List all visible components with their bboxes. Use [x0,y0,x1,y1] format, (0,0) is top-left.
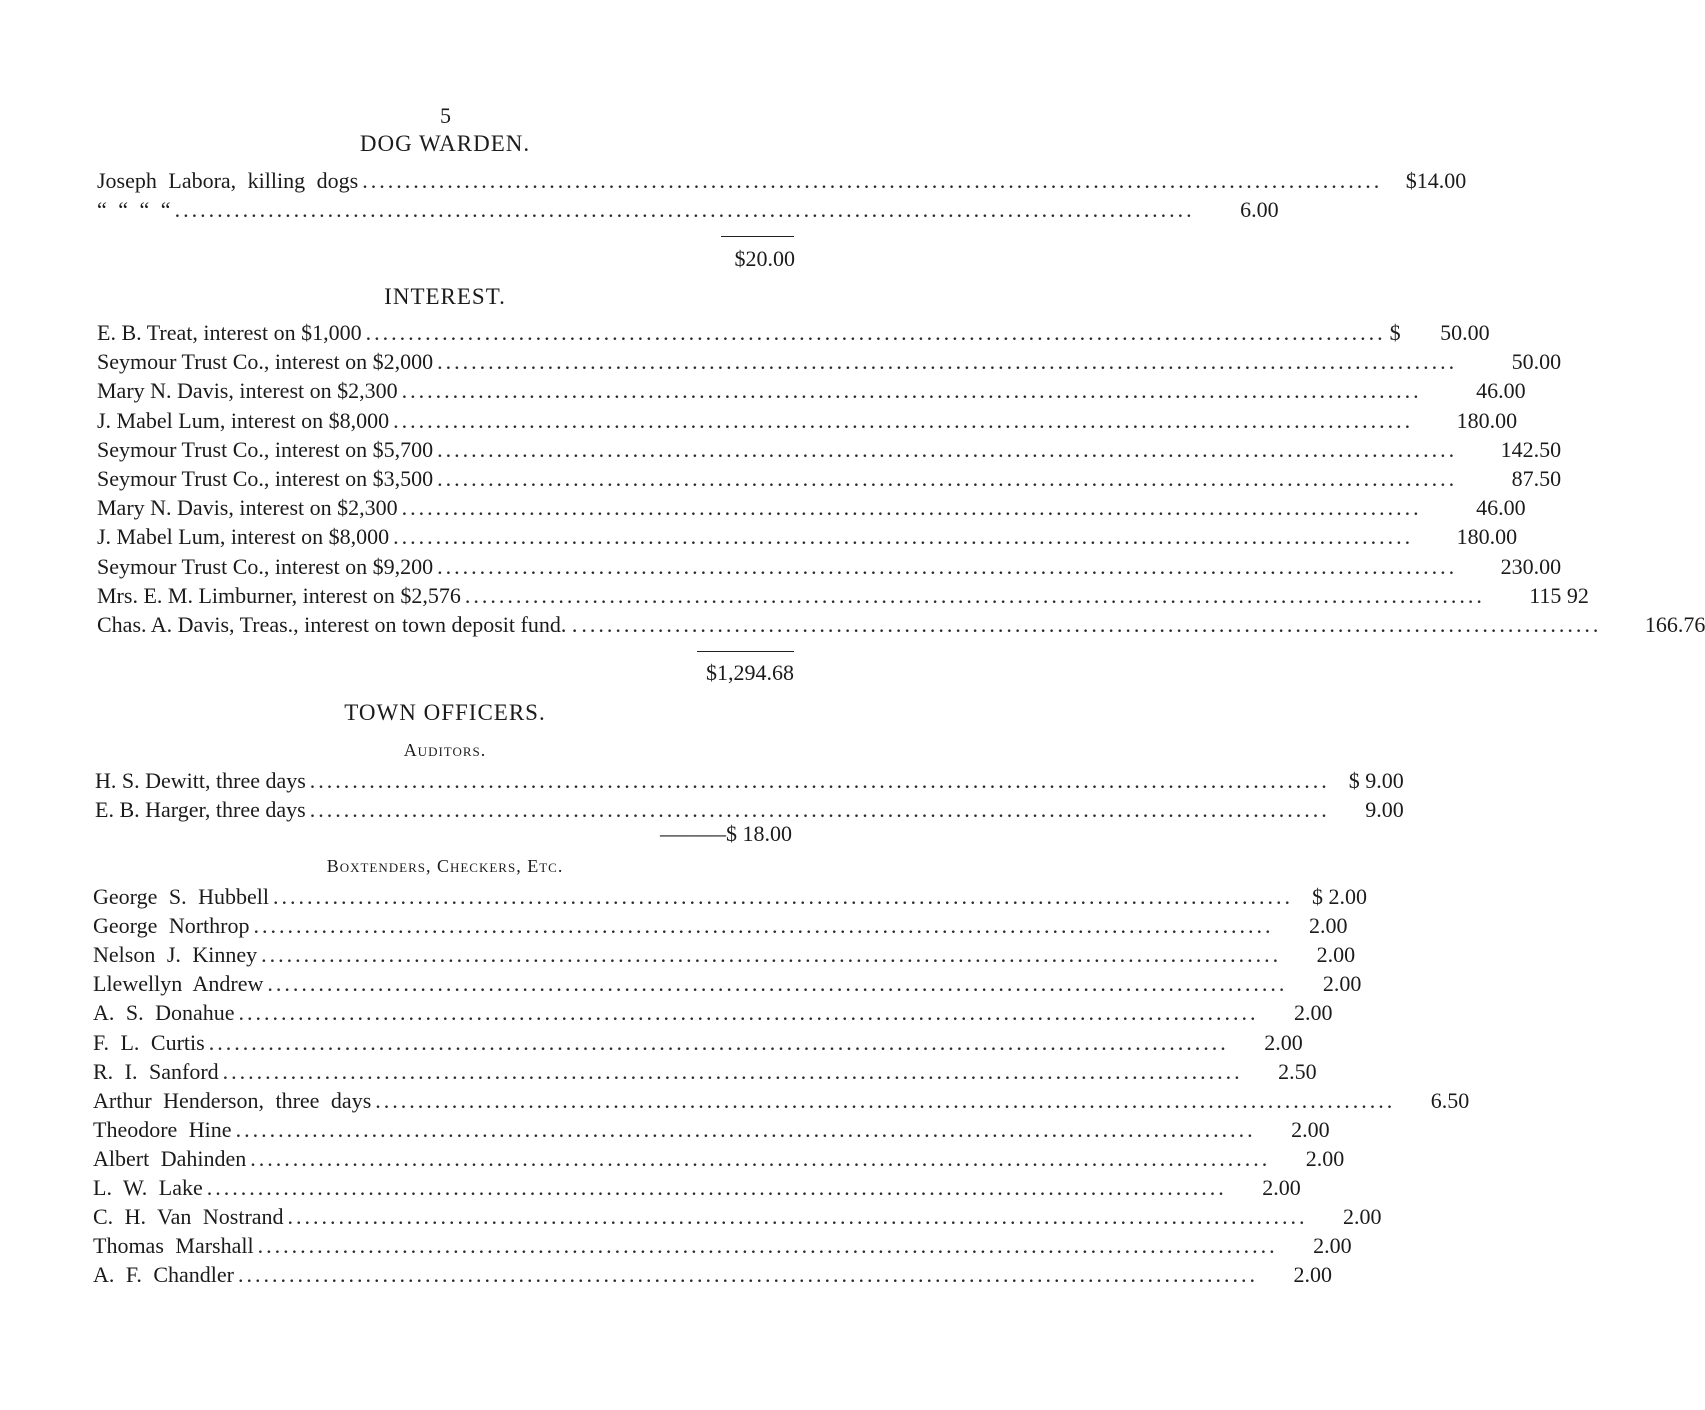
auditors-subheading: Auditors. [403,740,487,760]
interest-row [97,582,1589,612]
leader-dots: ........................................................................................................................ [401,378,1422,404]
interest-amount: 46.00 [1476,495,1526,521]
leader-dots: ........................................................................................................................ [393,524,1414,550]
boxtender-amount: 2.00 [1291,1116,1330,1142]
boxtender-label: Llewellyn Andrew [93,971,264,997]
leader-dots: ........................................................................................................................ [362,168,1383,193]
page-number: 5 [440,103,451,128]
leader-dots: ........................................................................................................................ [393,407,1414,433]
boxtender-label: A. S. Donahue [93,1000,235,1026]
interest-label: Seymour Trust Co., interest on $5,700 [97,436,434,462]
interest-label: Mary N. Davis, interest on $2,300 [97,495,398,521]
interest-row [97,612,1705,641]
interest-amount: 166.76 [1644,612,1705,637]
boxtender-amount: 2.00 [1322,971,1362,997]
interest-heading: INTEREST. [384,284,506,309]
leader-dots: ........................................................................................................................ [437,436,1458,462]
boxtender-row [93,1233,1352,1262]
boxtender-amount: 2.00 [1313,1233,1352,1259]
boxtenders-subheading: Boxtenders, Checkers, Etc. [326,856,564,876]
interest-row [97,495,1526,524]
boxtender-row [93,1116,1330,1146]
leader-dots: ........................................................................................................................ [365,320,1386,345]
interest-amount: 142.50 [1500,436,1562,462]
leader-dots: ........................................................................................................................ [581,612,1602,637]
boxtender-row [93,1204,1382,1233]
leader-dots: ........................................................................................................................ [437,349,1458,375]
interest-label: Seymour Trust Co., interest on $2,000 [97,349,434,375]
boxtender-row [93,1087,1470,1117]
dog-warden-row [97,168,1467,197]
interest-label: Seymour Trust Co., interest on $9,200 [97,553,434,579]
leader-dots: ........................................................................................................................ [253,913,1274,939]
leader-dots: ........................................................................................................................ [238,1262,1259,1288]
boxtender-amount: 2.00 [1294,1000,1333,1026]
boxtender-label: Albert Dahinden [93,1145,247,1171]
boxtender-label: A. F. Chandler [93,1262,235,1288]
auditor-label: E. B. Harger, three days [95,797,306,822]
boxtender-row [93,1145,1345,1175]
interest-amount: 180.00 [1456,524,1518,550]
leader-dots: ........................................................................................................................ [238,1000,1259,1026]
boxtender-label: R. I. Sanford [93,1058,219,1084]
interest-label: Seymour Trust Co., interest on $3,500 [97,466,434,491]
interest-total-rule [697,651,794,652]
boxtender-label: Nelson J. Kinney [93,942,258,968]
boxtender-amount: 2.00 [1316,942,1356,968]
interest-row [97,378,1526,407]
boxtender-row [93,1058,1317,1088]
interest-row [97,349,1562,378]
interest-label: J. Mabel Lum, interest on $8,000 [97,407,390,433]
dog-warden-amount: $14.00 [1405,168,1467,193]
leader-dots: ........................................................................................................................ [375,1087,1396,1113]
dog-warden-heading: DOG WARDEN. [359,131,531,156]
leader-dots: ........................................................................................................................ [261,942,1282,968]
interest-row [97,407,1518,437]
interest-amount: 46.00 [1476,378,1526,404]
boxtender-amount: 2.00 [1305,1145,1345,1171]
leader-dots: ........................................................................................................................ [267,971,1288,997]
auditor-amount: $ 9.00 [1348,768,1404,793]
interest-total: $1,294.68 [706,660,794,685]
interest-row [97,436,1562,466]
interest-row [97,320,1490,349]
dog-warden-amount: 6.00 [1240,197,1279,222]
interest-label: Chas. A. Davis, Treas., interest on town deposit fund. . [97,612,578,637]
interest-label: J. Mabel Lum, interest on $8,000 [97,524,390,550]
interest-amount: 115 92 [1529,582,1589,608]
leader-dots: ........................................................................................................................ [222,1058,1243,1084]
interest-currency: $ [1389,320,1401,345]
boxtender-amount: 2.00 [1293,1262,1333,1288]
interest-amount: 230.00 [1500,553,1562,579]
boxtender-amount: $ 2.00 [1311,884,1367,909]
leader-dots: ........................................................................................................................ [287,1204,1308,1230]
leader-dots: ........................................................................................................................ [208,1029,1229,1055]
boxtender-row [93,1175,1301,1204]
auditor-amount: 9.00 [1365,797,1404,822]
boxtender-amount: 2.00 [1262,1175,1301,1200]
interest-label: Mary N. Davis, interest on $2,300 [97,378,398,404]
leader-dots: ........................................................................................................................ [437,466,1458,491]
boxtender-label: C. H. Van Nostrand [93,1204,284,1230]
boxtender-amount: 6.50 [1430,1087,1470,1113]
boxtender-label: George S. Hubbell [93,884,269,909]
boxtender-row [93,1262,1333,1291]
boxtender-label: George Northrop [93,913,250,939]
leader-dots: ........................................................................................................................ [272,884,1293,909]
interest-label: E. B. Treat, interest on $1,000 [97,320,362,345]
boxtender-row [93,1029,1303,1059]
dog-warden-label: “ “ “ “ [97,197,171,222]
interest-amount: 180.00 [1456,407,1518,433]
auditors-total: ———$ 18.00 [660,821,792,846]
leader-dots: ........................................................................................................................ [235,1116,1256,1142]
boxtender-row [93,1000,1333,1029]
boxtender-amount: 2.00 [1343,1204,1382,1230]
leader-dots: ........................................................................................................................ [464,582,1485,608]
dog-warden-total: $20.00 [734,246,795,271]
leader-dots: ........................................................................................................................ [206,1175,1227,1200]
boxtender-label: Thomas Marshall [93,1233,254,1259]
auditor-row [95,768,1404,797]
boxtender-row [93,971,1362,1000]
dog-warden-label: Joseph Labora, killing dogs [97,168,359,193]
auditor-label: H. S. Dewitt, three days [95,768,306,793]
boxtender-label: F. L. Curtis [93,1029,205,1055]
interest-amount: 50.00 [1511,349,1562,375]
boxtender-amount: 2.50 [1278,1058,1317,1084]
dog-warden-row [97,197,1279,226]
boxtender-row [93,913,1348,942]
boxtender-label: Arthur Henderson, three days [93,1087,372,1113]
town-officers-heading: TOWN OFFICERS. [344,700,546,725]
leader-dots: ........................................................................................................................ [257,1233,1278,1259]
boxtender-amount: 2.00 [1309,913,1348,939]
interest-amount: 87.50 [1511,466,1562,491]
leader-dots: ........................................................................................................................ [309,797,1330,822]
boxtender-row [93,884,1367,913]
boxtender-label: L. W. Lake [93,1175,203,1200]
leader-dots: ........................................................................................................................ [309,768,1330,793]
interest-label: Mrs. E. M. Limburner, interest on $2,576 [97,582,461,608]
boxtender-row [93,942,1356,971]
boxtender-label: Theodore Hine [93,1116,232,1142]
leader-dots: ........................................................................................................................ [174,197,1195,222]
interest-row [97,553,1562,583]
interest-amount: 50.00 [1440,320,1490,345]
leader-dots: ........................................................................................................................ [250,1145,1271,1171]
dog-warden-total-rule [721,236,794,237]
leader-dots: ........................................................................................................................ [437,553,1458,579]
interest-row [97,466,1562,495]
leader-dots: ........................................................................................................................ [401,495,1422,521]
interest-row [97,524,1518,553]
boxtender-amount: 2.00 [1264,1029,1303,1055]
